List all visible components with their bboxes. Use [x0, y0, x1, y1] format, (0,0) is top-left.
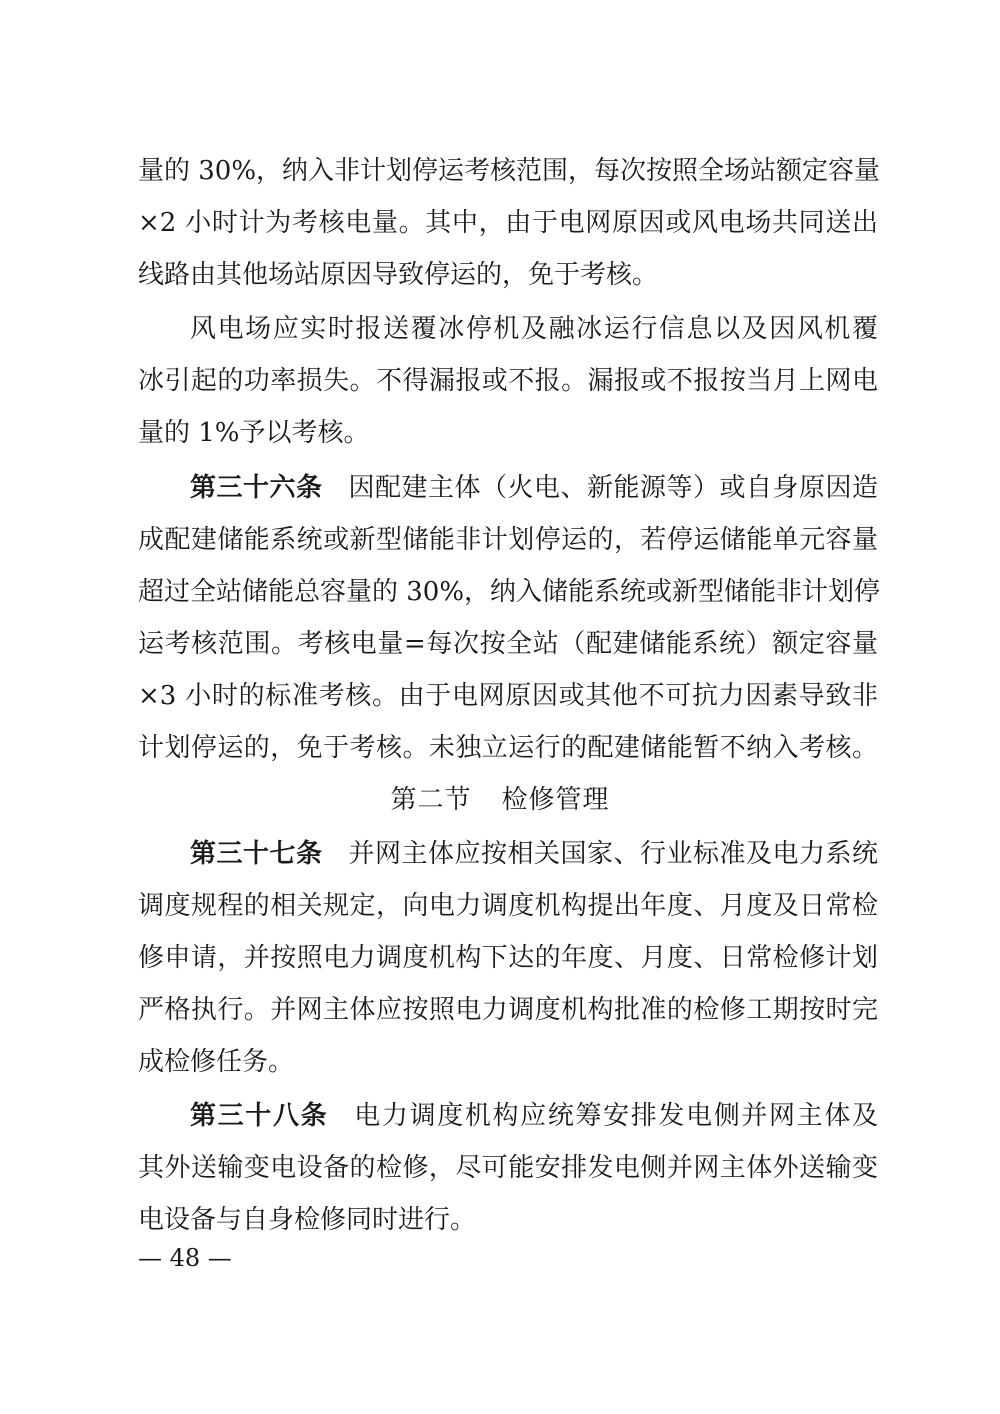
paragraph-line: 量的 30%，纳入非计划停运考核范围，每次按照全场站额定容量 — [138, 156, 881, 186]
paragraph-line: 成配建储能系统或新型储能非计划停运的，若停运储能单元容量 — [138, 525, 878, 555]
page-number: — 48 — — [138, 1244, 232, 1272]
article-37-heading: 第三十七条 — [190, 839, 323, 869]
paragraph-line: 计划停运的，免于考核。未独立运行的配建储能暂不纳入考核。 — [138, 733, 878, 763]
paragraph-line: 严格执行。并网主体应按照电力调度机构批准的检修工期按时完 — [138, 995, 878, 1025]
paragraph-line: 其外送输变电设备的检修，尽可能安排发电侧并网主体外送输变 — [138, 1153, 878, 1183]
paragraph-line: 电力调度机构应统筹安排发电侧并网主体及 — [354, 1101, 878, 1131]
article-36-heading: 第三十六条 — [190, 473, 323, 503]
article-36-first-line — [190, 462, 878, 514]
paragraph-line: ×2 小时计为考核电量。其中，由于电网原因或风电场共同送出 — [138, 208, 878, 238]
paragraph-line: 电设备与自身检修同时进行。 — [138, 1205, 477, 1235]
article-38-first-line — [190, 1090, 878, 1142]
paragraph-line: 调度规程的相关规定，向电力调度机构提出年度、月度及日常检 — [138, 891, 878, 921]
article-37-first-line — [190, 828, 878, 880]
paragraph-line: ×3 小时的标准考核。由于电网原因或其他不可抗力因素导致非 — [138, 681, 878, 711]
paragraph-line: 线路由其他场站原因导致停运的，免于考核。 — [138, 260, 659, 290]
paragraph-line: 量的 1%予以考核。 — [138, 418, 370, 448]
paragraph-line: 运考核范围。考核电量=每次按全站（配建储能系统）额定容量 — [138, 629, 878, 659]
section-title — [0, 774, 1000, 826]
paragraph-line: 因配建主体（火电、新能源等）或自身原因造 — [348, 473, 878, 503]
paragraph-line: 成检修任务。 — [138, 1047, 295, 1077]
paragraph-line: 修申请，并按照电力调度机构下达的年度、月度、日常检修计划 — [138, 943, 878, 973]
section-name: 检修管理 — [501, 785, 610, 815]
paragraph-line: 超过全站储能总容量的 30%，纳入储能系统或新型储能非计划停 — [138, 577, 881, 607]
paragraph-line: 风电场应实时报送覆冰停机及融冰运行信息以及因风机覆 — [190, 314, 878, 344]
section-number: 第二节 — [390, 785, 472, 815]
paragraph-line: 冰引起的功率损失。不得漏报或不报。漏报或不报按当月上网电 — [138, 366, 878, 396]
article-38-heading: 第三十八条 — [190, 1101, 329, 1131]
paragraph-line: 并网主体应按相关国家、行业标准及电力系统 — [348, 839, 878, 869]
